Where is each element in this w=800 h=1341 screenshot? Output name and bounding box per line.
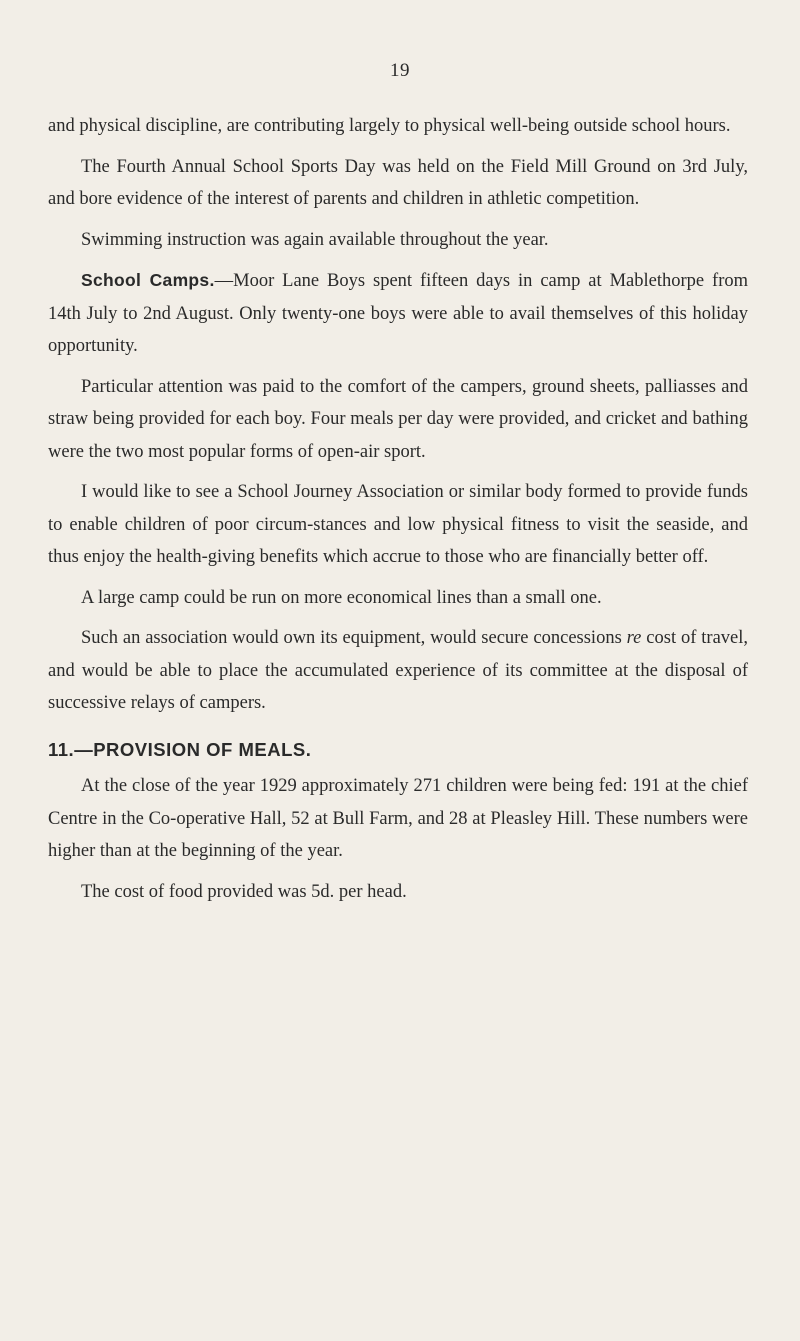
paragraph-meals-cost: The cost of food provided was 5d. per head.: [81, 881, 407, 902]
association-text-after: cost of travel, and would be able to place the accumulated experience of its committee at the disposal of successive relays of campers.: [48, 628, 749, 713]
paragraph-swimming: Swimming instruction was again available throughout the year.: [81, 229, 549, 250]
section-heading-provision-of-meals: 11.—PROVISION OF MEALS.: [48, 738, 312, 760]
association-text-before: Such an association would own its equipment, would secure concessions: [81, 628, 627, 648]
association-italic-re: re: [626, 628, 642, 648]
paragraph-meals-numbers: At the close of the year 1929 approximately 271 children were being fed: 191 at the chief Centre in the Co-operative Hall, 52 at Bull Farm, and 28 at Pleasley Hill. These numbers were higher than at the beginning of the year.: [48, 776, 748, 861]
paragraph-campers-comfort: Particular attention was paid to the comfort of the campers, ground sheets, palliasses and straw being provided for each boy. Four meals per day were provided, and cricket and bathing were the two most popular forms of open-air sport.: [48, 376, 748, 462]
paragraph-physical-wellbeing: and physical discipline, are contributing largely to physical well-being outside school hours.: [48, 116, 731, 136]
paragraph-association-equipment: [48, 622, 748, 720]
paragraph-school-camps: [48, 264, 748, 363]
paragraph-sports-day: The Fourth Annual School Sports Day was held on the Field Mill Ground on 3rd July, and bore evidence of the interest of parents and children in athletic competition.: [48, 156, 748, 209]
school-camps-run-in-heading: School Camps.: [81, 270, 215, 290]
school-camps-text: —Moor Lane Boys spent fifteen days in camp at Mablethorpe from 14th July to 2nd August. Only twenty-one boys were able to avail themselves of this holiday opportunity.: [48, 271, 748, 356]
page-number: 19: [390, 60, 410, 81]
paragraph-large-camp: A large camp could be run on more economical lines than a small one.: [81, 587, 602, 608]
body-text: [48, 110, 748, 916]
paragraph-school-journey-association: I would like to see a School Journey Association or similar body formed to provide funds to enable children of poor circum-stances and low physical fitness to visit the seaside, and thus enjoy the health-giving benefits which accrue to those who are financially better off.: [48, 482, 748, 567]
